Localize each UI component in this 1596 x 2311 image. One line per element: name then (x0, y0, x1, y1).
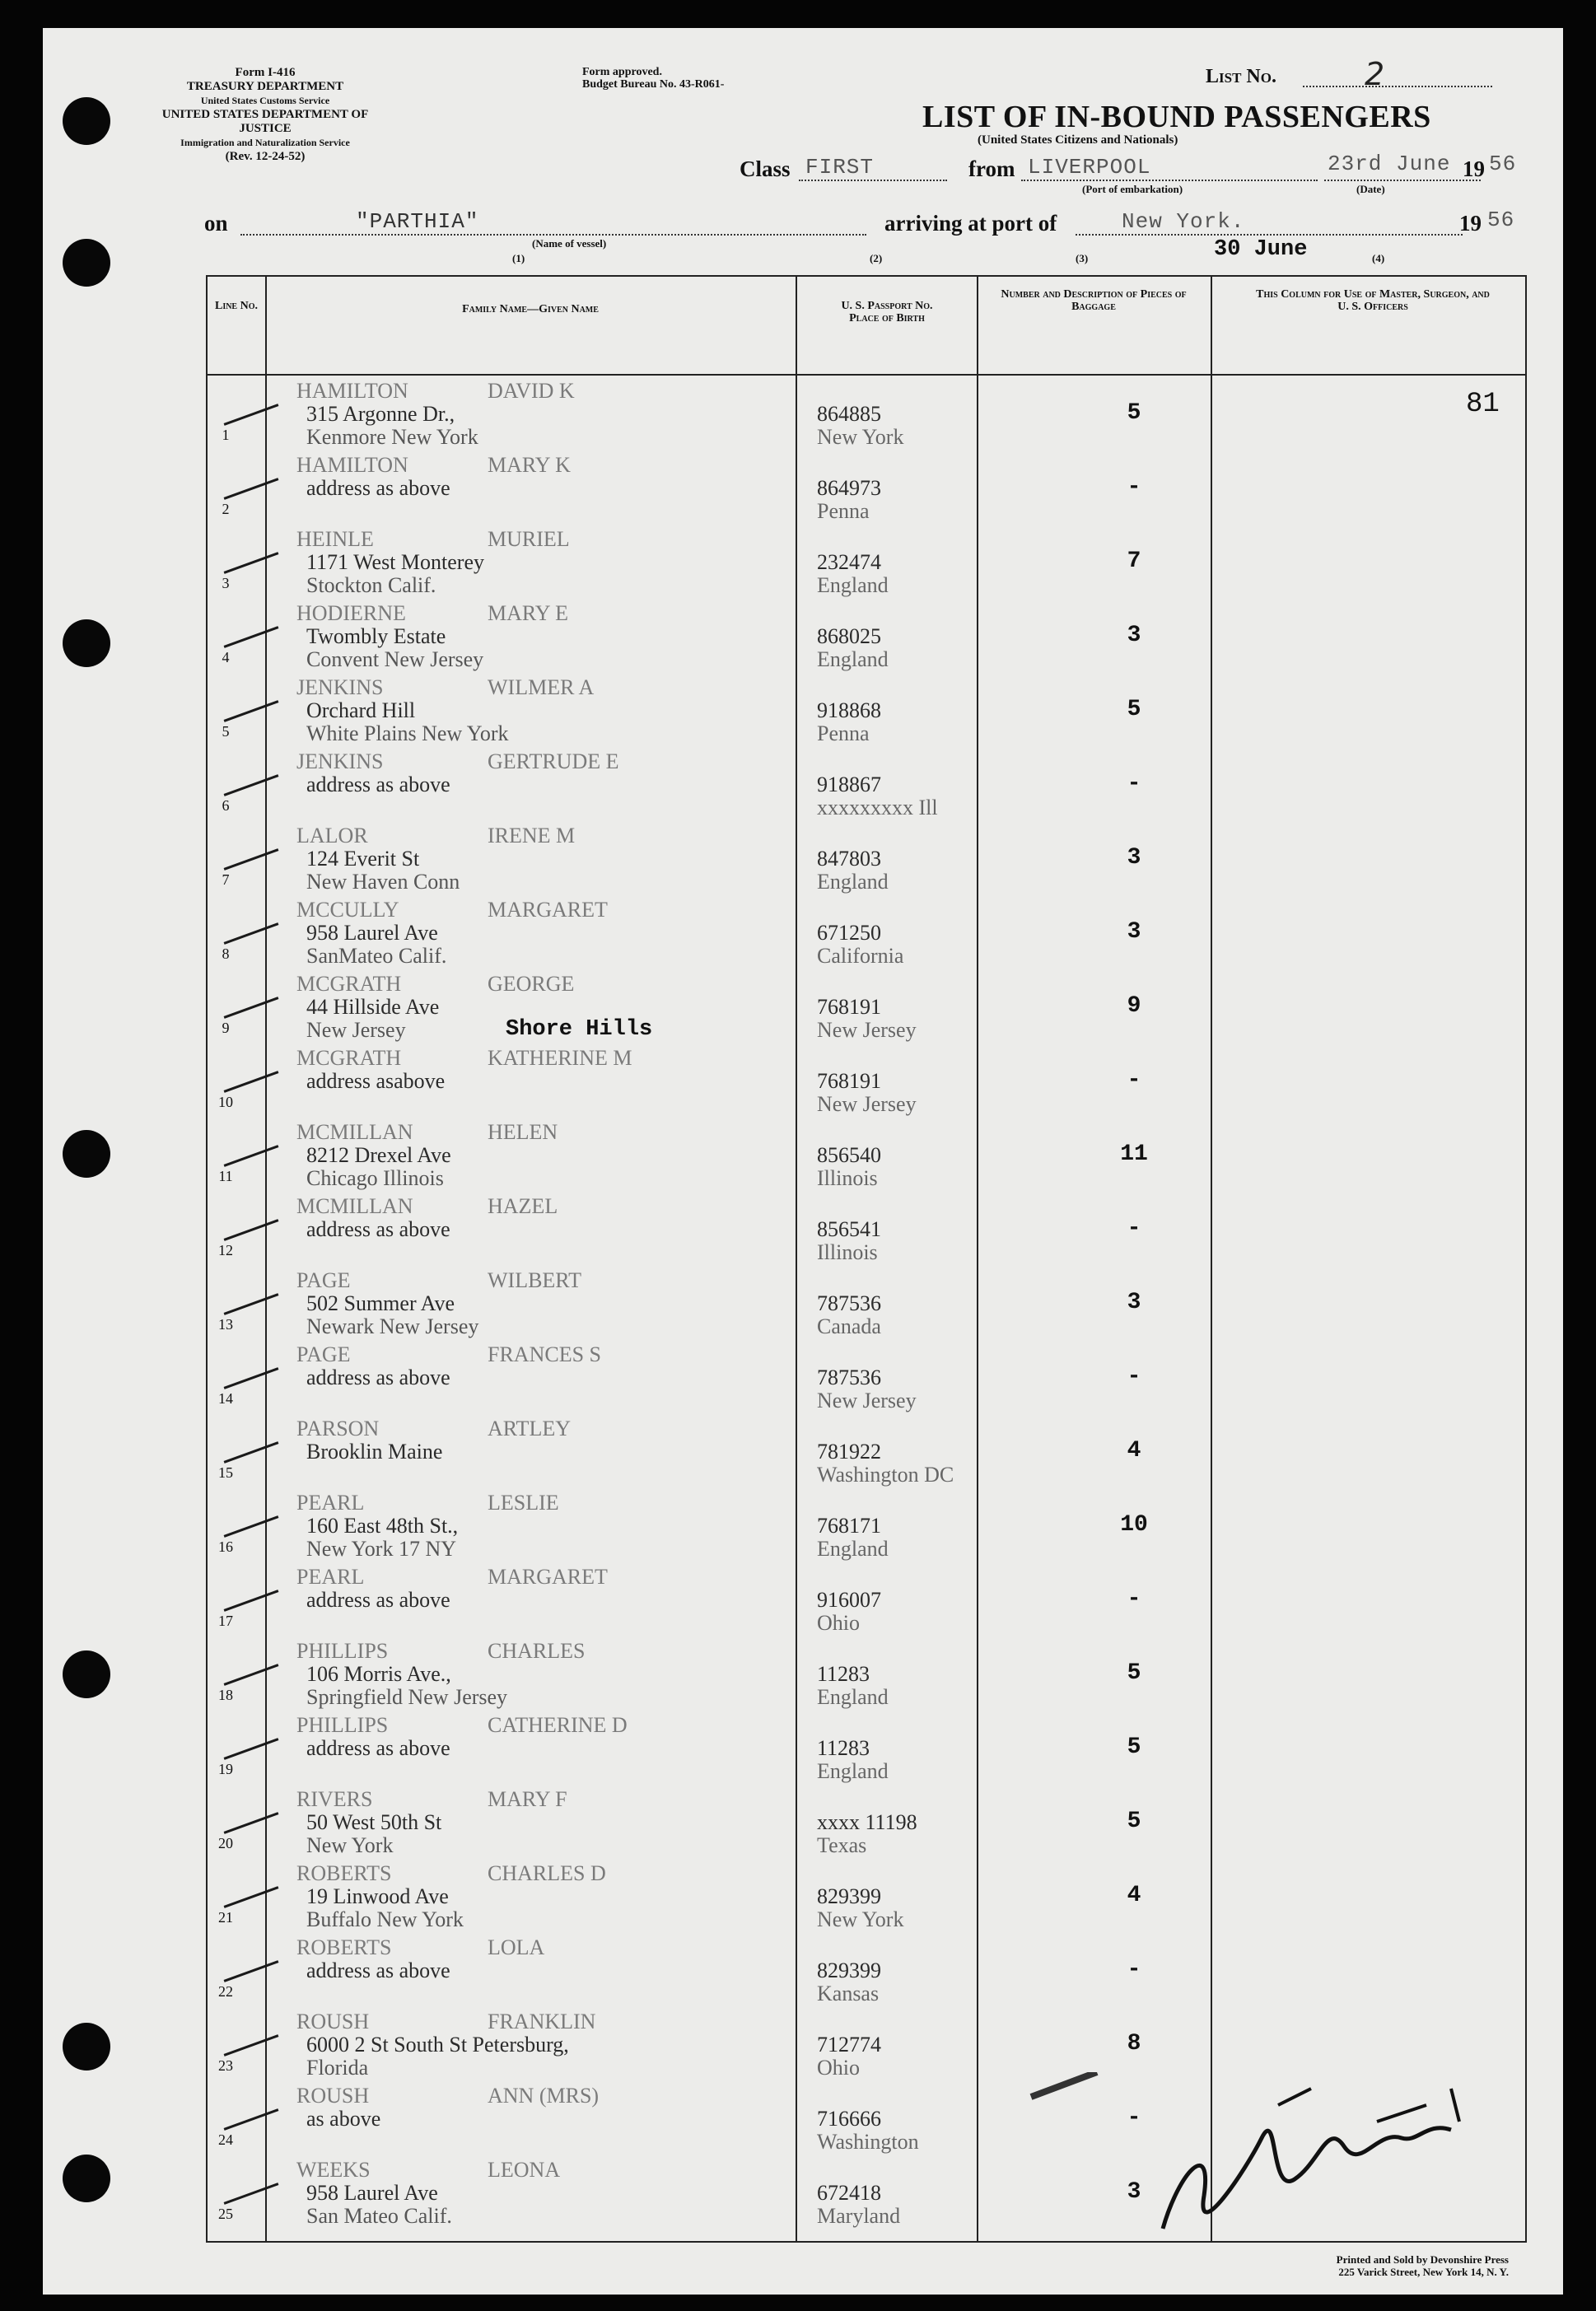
passport-number: 11283 (817, 1736, 870, 1760)
table-row (208, 1413, 1525, 1487)
line-number: 14 (218, 1390, 233, 1407)
passport-number: 864973 (817, 476, 881, 500)
line-number: 5 (222, 723, 230, 740)
line-number: 12 (218, 1242, 233, 1258)
address-line2: Convent New Jersey (306, 647, 484, 671)
from-value: LIVERPOOL (1028, 155, 1151, 180)
vessel-name: "PARTHIA" (356, 209, 479, 234)
given-name: ANN (MRS) (488, 2084, 600, 2108)
header-baggage: Number and Description of Pieces of Baggage (1001, 288, 1187, 313)
passport-number: 11283 (817, 1662, 870, 1686)
class-label: Class (740, 156, 791, 181)
port-embark-caption: (Port of embarkation) (1082, 183, 1183, 195)
line-number: 3 (222, 575, 230, 591)
check-mark-icon (224, 1590, 279, 1612)
table-row (208, 450, 1525, 524)
header-name: Family Name—Given Name (462, 303, 599, 315)
table-row (208, 894, 1525, 969)
family-name: PAGE (296, 1342, 351, 1366)
family-name: WEEKS (296, 2158, 371, 2182)
address-line1: Orchard Hill (306, 698, 416, 722)
budget-bureau: Budget Bureau No. 43-R061- (582, 78, 725, 91)
line-number: 22 (218, 1983, 233, 2000)
line-number: 21 (218, 1909, 233, 1926)
check-mark-icon (224, 2108, 279, 2131)
vessel-line (240, 234, 866, 236)
place-of-birth: Texas (817, 1833, 867, 1857)
justice-dept: UNITED STATES DEPARTMENT OF JUSTICE (161, 108, 369, 135)
passport-number: 716666 (817, 2107, 881, 2131)
class-value: FIRST (805, 155, 875, 180)
passport-number: 768191 (817, 1069, 881, 1093)
binder-hole (63, 1130, 110, 1178)
given-name: DAVID K (488, 379, 575, 403)
line-number: 11 (218, 1168, 233, 1184)
address-line1: 1171 West Monterey (306, 550, 484, 574)
treasury-dept: TREASURY DEPARTMENT (186, 80, 344, 93)
line-number: 23 (218, 2057, 233, 2074)
table-row (208, 1636, 1525, 1710)
family-name: HODIERNE (296, 601, 406, 625)
line-number: 2 (222, 501, 230, 517)
header-officers: This Column for Use of Master, Surgeon, and U. S. Officers (1256, 288, 1490, 313)
address-line1: address as above (306, 1366, 450, 1389)
arriving-label: arriving at port of (884, 211, 1057, 236)
given-name: WILBERT (488, 1268, 581, 1292)
table-row (208, 1043, 1525, 1117)
address-line1: 958 Laurel Ave (306, 2181, 438, 2205)
line-number: 10 (218, 1094, 233, 1110)
check-mark-icon (224, 2183, 279, 2205)
form-title: LIST OF IN-BOUND PASSENGERS (922, 100, 1431, 134)
date-line (1324, 180, 1481, 181)
binder-hole (63, 97, 110, 145)
family-name: PAGE (296, 1268, 351, 1292)
given-name: MARY E (488, 601, 568, 625)
address-line2: Chicago Illinois (306, 1166, 444, 1190)
place-of-birth: Washington (817, 2130, 919, 2154)
baggage-count: - (1127, 1364, 1141, 1389)
address-line1: 124 Everit St (306, 847, 420, 871)
address-line1: as above (306, 2107, 381, 2131)
check-mark-icon (224, 1886, 279, 1908)
baggage-count: - (1127, 1067, 1141, 1093)
passport-number: 918868 (817, 698, 881, 722)
family-name: ROBERTS (296, 1935, 392, 1959)
check-mark-icon (224, 478, 279, 500)
family-name: PEARL (296, 1491, 365, 1515)
place-of-birth: England (817, 1759, 889, 1783)
check-mark-icon (224, 1367, 279, 1389)
place-of-birth: New York (817, 425, 904, 449)
col2-caption: (2) (870, 252, 883, 264)
header-passport: U. S. Passport No. Place of Birth (841, 300, 933, 324)
baggage-count: - (1127, 2105, 1141, 2131)
given-name: IRENE M (488, 824, 576, 847)
passport-number: xxxx 11198 (817, 1810, 917, 1834)
arrival-date-stamp: 30 June (1214, 237, 1308, 262)
check-mark-icon (224, 1145, 279, 1167)
line-number: 7 (222, 871, 230, 888)
family-name: MCMILLAN (296, 1194, 413, 1218)
passport-number: 856541 (817, 1217, 881, 1241)
table-row (208, 820, 1525, 894)
place-of-birth: England (817, 1537, 889, 1561)
arrival-year: 56 (1487, 208, 1515, 232)
list-no-line (1303, 86, 1492, 87)
family-name: PHILLIPS (296, 1639, 389, 1663)
address-line2: Florida (306, 2056, 369, 2080)
table-row (208, 1487, 1525, 1562)
address-line1: address as above (306, 1736, 450, 1760)
check-mark-icon (224, 2034, 279, 2057)
family-name: ROBERTS (296, 1861, 392, 1885)
baggage-count: 5 (1127, 1809, 1141, 1834)
passport-number: 768191 (817, 995, 881, 1019)
col1-caption: (1) (512, 252, 525, 264)
baggage-count: - (1127, 474, 1141, 500)
given-name: LOLA (488, 1935, 545, 1959)
binder-hole (63, 619, 110, 667)
family-name: MCGRATH (296, 972, 402, 996)
check-mark-icon (224, 922, 279, 945)
address-stamp-shore-hills: Shore Hills (506, 1017, 653, 1042)
binder-hole (63, 239, 110, 287)
address-line1: 315 Argonne Dr., (306, 402, 455, 426)
given-name: GERTRUDE E (488, 749, 619, 773)
address-line1: 502 Summer Ave (306, 1291, 455, 1315)
address-line2: New York 17 NY (306, 1537, 457, 1561)
passport-number: 829399 (817, 1959, 881, 1982)
address-line2: New Jersey (306, 1018, 406, 1042)
table-row (208, 524, 1525, 598)
table-row (208, 672, 1525, 746)
given-name: CHARLES (488, 1639, 586, 1663)
baggage-count: 3 (1127, 2179, 1141, 2205)
address-line2: Kenmore New York (306, 425, 478, 449)
printer-credit (1179, 2253, 1509, 2278)
baggage-count: 7 (1127, 549, 1141, 574)
baggage-count: 3 (1127, 845, 1141, 871)
passport-number: 781922 (817, 1440, 881, 1464)
table-row (208, 969, 1525, 1043)
baggage-count: - (1127, 1586, 1141, 1612)
address-line1: address as above (306, 1959, 450, 1982)
passport-number: 868025 (817, 624, 881, 648)
passport-number: 856540 (817, 1143, 881, 1167)
address-line1: 8212 Drexel Ave (306, 1143, 451, 1167)
family-name: HEINLE (296, 527, 374, 551)
baggage-count: 8 (1127, 2031, 1141, 2057)
place-of-birth: New Jersey (817, 1389, 917, 1412)
col3-caption: (3) (1076, 252, 1089, 264)
address-line2: New York (306, 1833, 394, 1857)
binder-hole (63, 2155, 110, 2202)
col4-caption: (4) (1372, 252, 1385, 264)
line-number: 17 (218, 1613, 233, 1629)
baggage-count: - (1127, 771, 1141, 796)
address-line1: address as above (306, 476, 450, 500)
address-line1: 50 West 50th St (306, 1810, 442, 1834)
check-mark-icon (224, 1812, 279, 1834)
family-name: HAMILTON (296, 453, 408, 477)
printer-line2: 225 Varick Street, New York 14, N. Y. (1338, 2266, 1509, 2278)
place-of-birth: Illinois (817, 1166, 878, 1190)
check-mark-icon (224, 1515, 279, 1538)
table-row (208, 2006, 1525, 2080)
address-line2: San Mateo Calif. (306, 2204, 452, 2228)
check-mark-icon (224, 626, 279, 648)
check-mark-icon (224, 552, 279, 574)
address-line1: Twombly Estate (306, 624, 446, 648)
table-row (208, 598, 1525, 672)
passport-number: 916007 (817, 1588, 881, 1612)
table-row (208, 746, 1525, 820)
given-name: MARGARET (488, 1565, 608, 1589)
place-of-birth: England (817, 870, 889, 894)
given-name: FRANCES S (488, 1342, 601, 1366)
form-number: Form I-416 (235, 66, 296, 79)
baggage-count: 3 (1127, 1290, 1141, 1315)
passport-number: 671250 (817, 921, 881, 945)
family-name: PHILLIPS (296, 1713, 389, 1737)
baggage-count: 4 (1127, 1883, 1141, 1908)
place-of-birth: England (817, 647, 889, 671)
address-line1: address as above (306, 773, 450, 796)
passport-number: 232474 (817, 550, 881, 574)
baggage-count: 4 (1127, 1438, 1141, 1464)
given-name: HELEN (488, 1120, 558, 1144)
form-subtitle: (United States Citizens and Nationals) (978, 133, 1178, 147)
from-line (1021, 180, 1318, 181)
check-mark-icon (224, 1738, 279, 1760)
place-of-birth: xxxxxxxxx Ill (817, 796, 938, 819)
family-name: MCGRATH (296, 1046, 402, 1070)
given-name: LESLIE (488, 1491, 559, 1515)
date-year: 56 (1489, 152, 1517, 176)
baggage-count: 5 (1127, 697, 1141, 722)
family-name: RIVERS (296, 1787, 373, 1811)
address-line1: address asabove (306, 1069, 446, 1093)
family-name: LALOR (296, 824, 368, 847)
place-of-birth: Illinois (817, 1240, 878, 1264)
address-line2: SanMateo Calif. (306, 944, 447, 968)
check-mark-icon (224, 848, 279, 871)
passport-number: 864885 (817, 402, 881, 426)
place-of-birth: New Jersey (817, 1018, 917, 1042)
list-no-label: List No. (1206, 66, 1276, 87)
check-mark-icon (224, 1219, 279, 1241)
check-mark-icon (224, 1441, 279, 1464)
table-row (208, 1562, 1525, 1636)
given-name: MARGARET (488, 898, 608, 922)
address-line1: 6000 2 St South St Petersburg, (306, 2033, 569, 2057)
passport-number: 787536 (817, 1291, 881, 1315)
check-mark-icon (224, 700, 279, 722)
table-row (208, 1932, 1525, 2006)
family-name: MCCULLY (296, 898, 399, 922)
line-number: 19 (218, 1761, 233, 1777)
passport-number: 829399 (817, 1884, 881, 1908)
place-of-birth: Kansas (817, 1982, 880, 2005)
handwritten-signature (636, 2072, 1492, 2237)
passport-number: 712774 (817, 2033, 881, 2057)
baggage-count: 10 (1120, 1512, 1148, 1538)
line-number: 9 (222, 1020, 230, 1036)
form-approved: Form approved. (582, 66, 662, 78)
passport-number: 672418 (817, 2181, 881, 2205)
check-mark-icon (224, 404, 279, 426)
baggage-count: 3 (1127, 919, 1141, 945)
family-name: JENKINS (296, 749, 384, 773)
given-name: MURIEL (488, 527, 570, 551)
passport-number: 768171 (817, 1514, 881, 1538)
line-number: 13 (218, 1316, 233, 1333)
baggage-count: 5 (1127, 400, 1141, 426)
table-row (208, 1710, 1525, 1784)
place-of-birth: Maryland (817, 2204, 901, 2228)
baggage-count: 9 (1127, 993, 1141, 1019)
place-of-birth: England (817, 573, 889, 597)
line-number: 1 (222, 427, 230, 443)
given-name: MARY K (488, 453, 571, 477)
given-name: ARTLEY (488, 1417, 571, 1440)
family-name: JENKINS (296, 675, 384, 699)
address-line1: 958 Laurel Ave (306, 921, 438, 945)
ins-service: Immigration and Naturalization Service (180, 137, 350, 148)
baggage-count: 5 (1127, 1660, 1141, 1686)
baggage-count: 5 (1127, 1734, 1141, 1760)
baggage-count: 11 (1120, 1141, 1148, 1167)
family-name: PEARL (296, 1565, 365, 1589)
given-name: GEORGE (488, 972, 575, 996)
place-of-birth: Penna (817, 499, 870, 523)
given-name: KATHERINE M (488, 1046, 632, 1070)
address-line2: Stockton Calif. (306, 573, 436, 597)
place-of-birth: Ohio (817, 1611, 860, 1635)
address-line1: address as above (306, 1588, 450, 1612)
line-number: 20 (218, 1835, 233, 1851)
family-name: ROUSH (296, 2010, 370, 2033)
line-number: 16 (218, 1538, 233, 1555)
binder-hole (63, 1650, 110, 1698)
family-name: ROUSH (296, 2084, 370, 2108)
address-line2: Buffalo New York (306, 1907, 464, 1931)
place-of-birth: Washington DC (817, 1463, 954, 1487)
check-mark-icon (224, 774, 279, 796)
given-name: MARY F (488, 1787, 567, 1811)
place-of-birth: Canada (817, 1314, 881, 1338)
address-line1: 106 Morris Ave., (306, 1662, 451, 1686)
officer-note: 81 (1466, 389, 1500, 420)
address-line2: Newark New Jersey (306, 1314, 479, 1338)
address-line1: 160 East 48th St., (306, 1514, 459, 1538)
line-number: 24 (218, 2131, 233, 2148)
given-name: FRANKLIN (488, 2010, 596, 2033)
check-mark-icon (224, 1664, 279, 1686)
binder-hole (63, 2023, 110, 2071)
table-row (208, 1858, 1525, 1932)
date-year-prefix: 19 (1463, 156, 1485, 181)
given-name: LEONA (488, 2158, 561, 2182)
approval-block (582, 66, 724, 91)
form-agency-header (142, 66, 389, 164)
date-value: 23rd June (1328, 152, 1451, 176)
check-mark-icon (224, 1071, 279, 1093)
table-row (208, 1339, 1525, 1413)
table-row (208, 376, 1525, 450)
list-no-value: 2 (1365, 56, 1385, 92)
address-line1: Brooklin Maine (306, 1440, 443, 1464)
line-number: 4 (222, 649, 230, 665)
check-mark-icon (224, 1960, 279, 1982)
line-number: 15 (218, 1464, 233, 1481)
given-name: HAZEL (488, 1194, 558, 1218)
given-name: WILMER A (488, 675, 595, 699)
place-of-birth: California (817, 944, 904, 968)
address-line1: 19 Linwood Ave (306, 1884, 449, 1908)
from-label: from (968, 156, 1015, 181)
address-line1: address as above (306, 1217, 450, 1241)
arrival-port: New York. (1122, 209, 1245, 234)
baggage-count: - (1127, 1957, 1141, 1982)
passport-number: 787536 (817, 1366, 881, 1389)
family-name: HAMILTON (296, 379, 408, 403)
given-name: CHARLES D (488, 1861, 606, 1885)
line-number: 8 (222, 945, 230, 962)
place-of-birth: New Jersey (817, 1092, 917, 1116)
printer-line1: Printed and Sold by Devonshire Press (1336, 2253, 1509, 2266)
customs-service: United States Customs Service (200, 95, 330, 106)
check-mark-icon (224, 1293, 279, 1315)
vessel-caption: (Name of vessel) (532, 237, 607, 250)
table-row (208, 1784, 1525, 1858)
address-line1: 44 Hillside Ave (306, 995, 440, 1019)
arrival-year-prefix: 19 (1459, 211, 1482, 236)
table-row (208, 1191, 1525, 1265)
class-line (799, 180, 947, 181)
passport-number: 918867 (817, 773, 881, 796)
place-of-birth: Ohio (817, 2056, 860, 2080)
passenger-table (206, 275, 1527, 2243)
baggage-count: - (1127, 1216, 1141, 1241)
header-line-no: Line No. (214, 300, 258, 312)
revision: (Rev. 12-24-52) (225, 150, 306, 163)
line-number: 6 (222, 797, 230, 814)
form-sheet (43, 28, 1563, 2295)
place-of-birth: Penna (817, 721, 870, 745)
place-of-birth: New York (817, 1907, 904, 1931)
table-row (208, 1117, 1525, 1191)
address-line2: New Haven Conn (306, 870, 460, 894)
line-number: 18 (218, 1687, 233, 1703)
given-name: CATHERINE D (488, 1713, 628, 1737)
line-number: 25 (218, 2206, 233, 2222)
check-mark-icon (224, 997, 279, 1019)
arrival-port-line (1076, 234, 1463, 236)
baggage-count: 3 (1127, 623, 1141, 648)
passport-number: 847803 (817, 847, 881, 871)
on-label: on (204, 211, 228, 236)
address-line2: Springfield New Jersey (306, 1685, 508, 1709)
family-name: MCMILLAN (296, 1120, 413, 1144)
table-row (208, 1265, 1525, 1339)
family-name: PARSON (296, 1417, 380, 1440)
date-caption: (Date) (1356, 183, 1385, 195)
place-of-birth: England (817, 1685, 889, 1709)
address-line2: White Plains New York (306, 721, 509, 745)
